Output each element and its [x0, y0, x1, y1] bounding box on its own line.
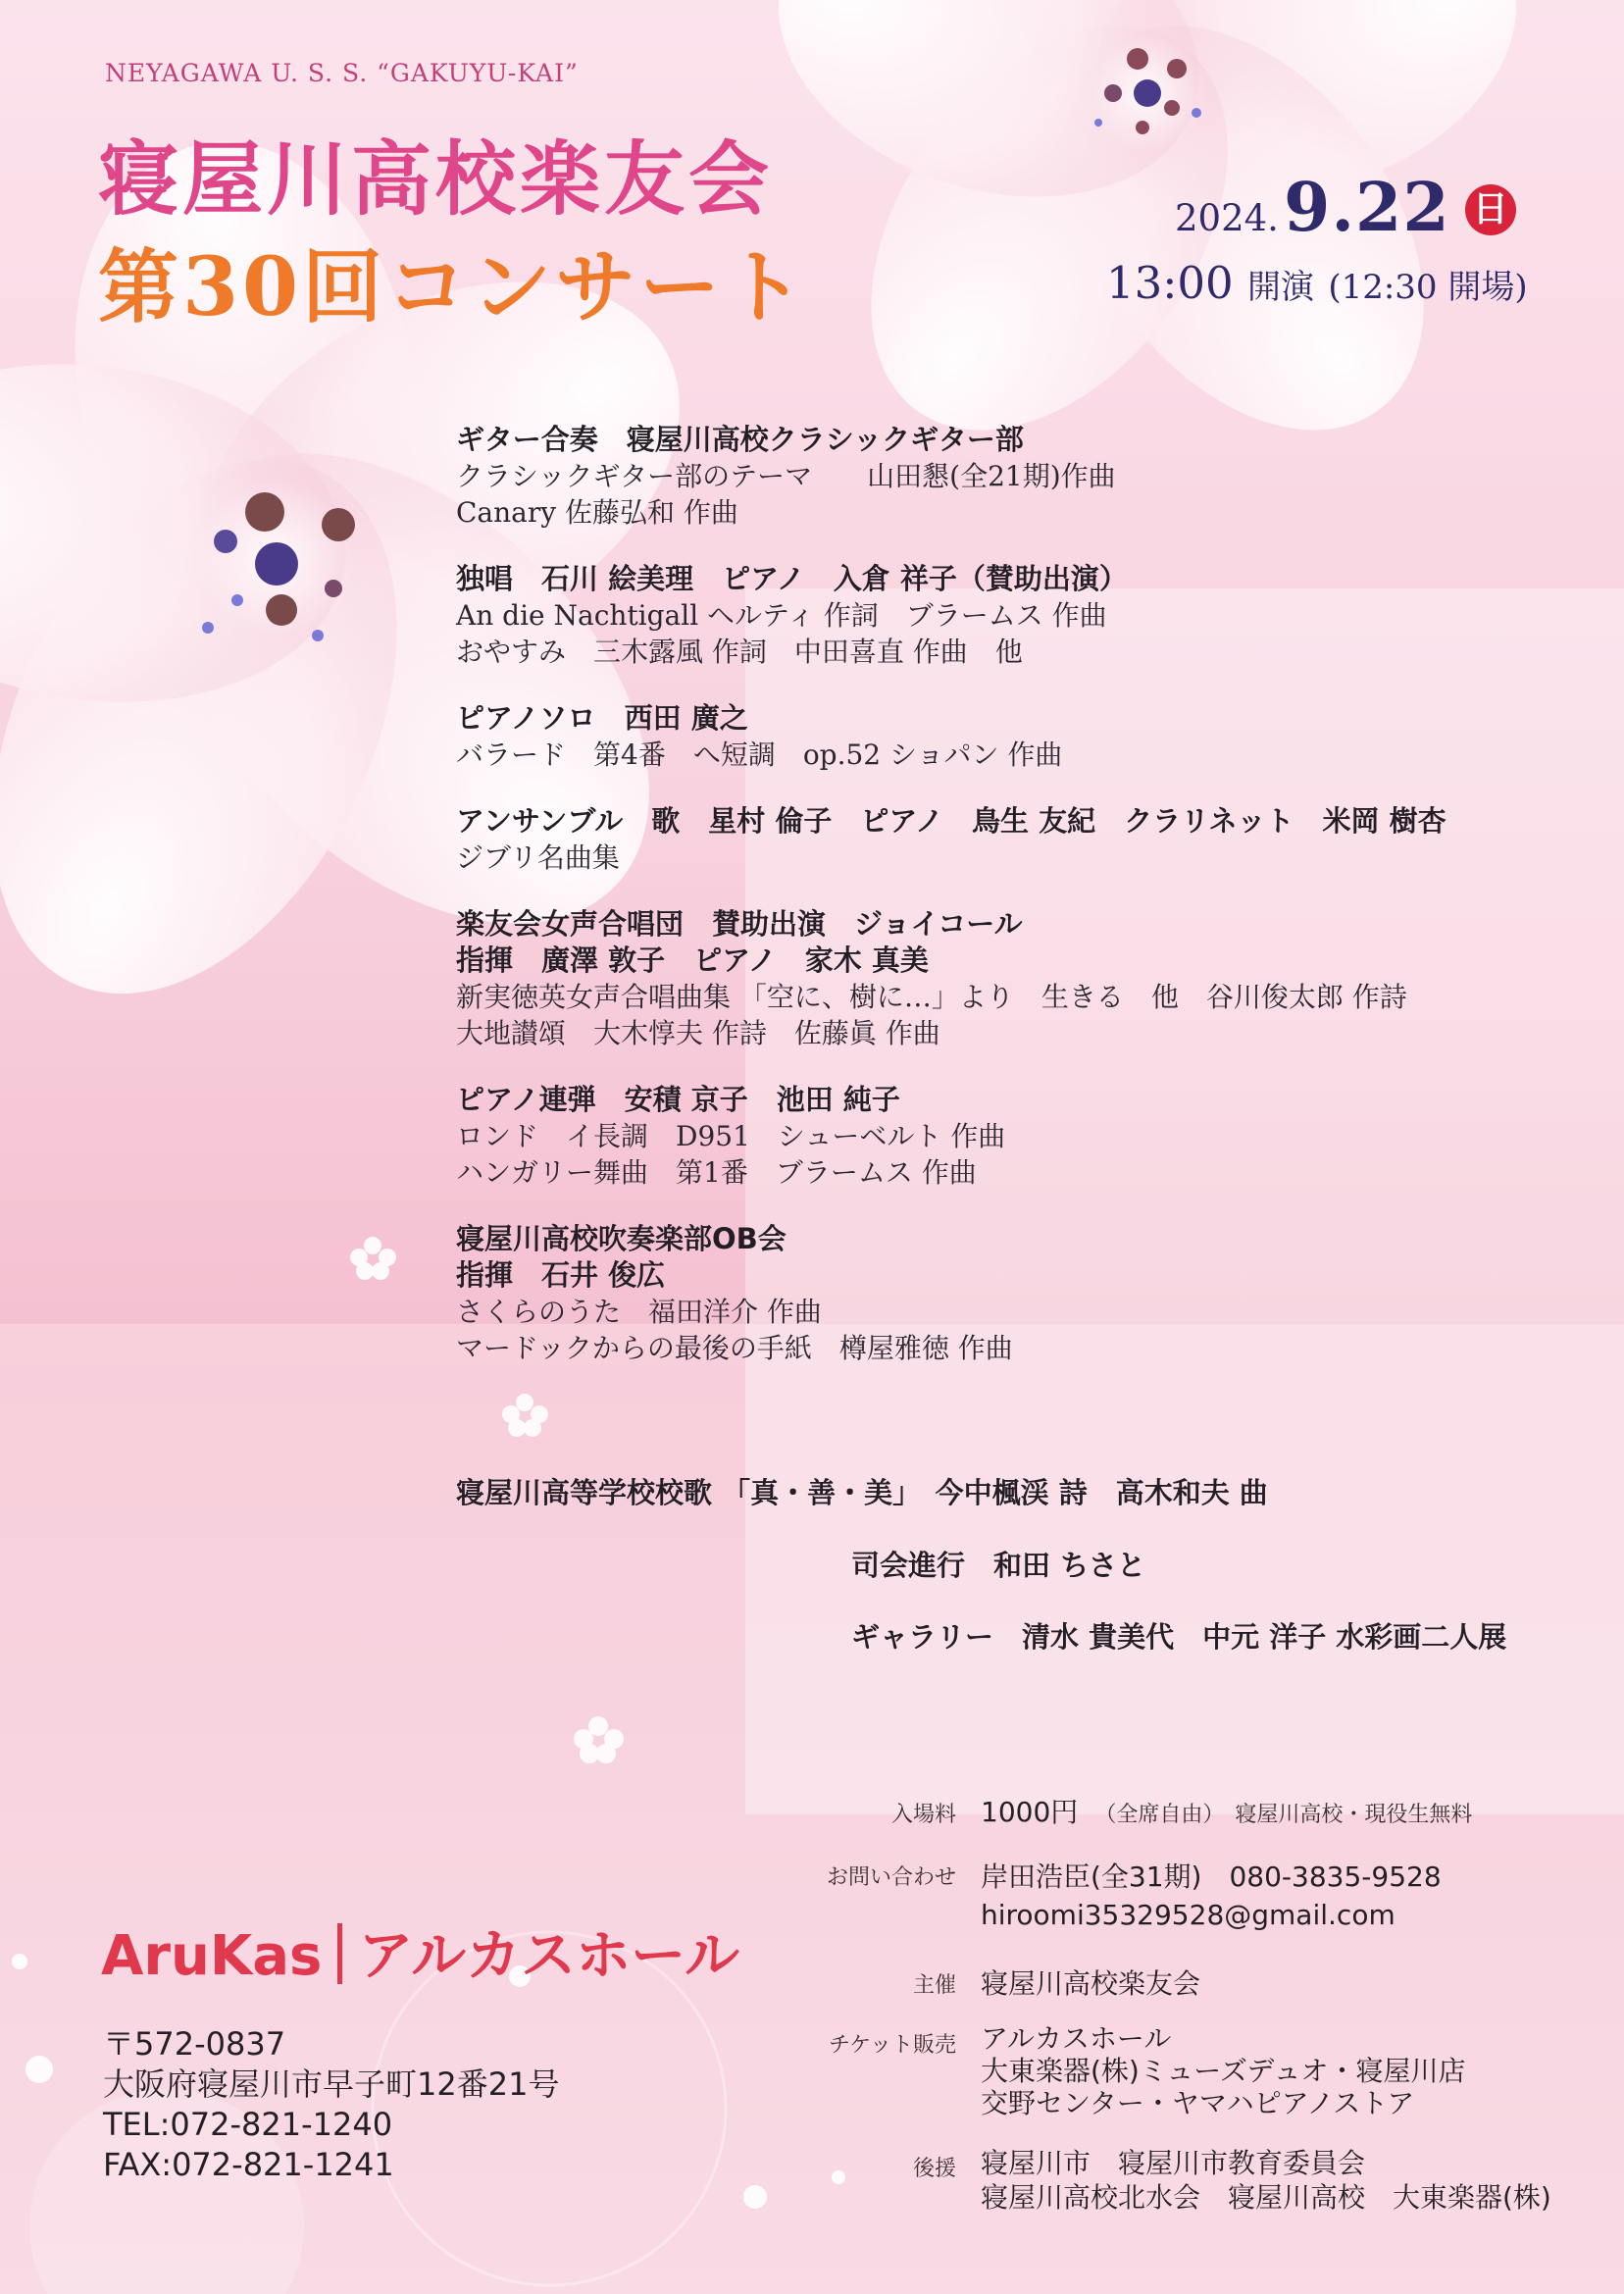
gallery-credit: ギャラリー 清水 貴美代 中元 洋子 水彩画二人展 — [851, 1620, 1507, 1654]
act-line: おやすみ 三木露風 作詞 中田喜直 作曲 他 — [456, 636, 1023, 668]
host-label: 主催 — [912, 1973, 956, 1998]
ticket-outlet: 大東楽器(株)ミューズデュオ・寝屋川店 — [981, 2055, 1466, 2087]
act-heading: ピアノ連弾 安積 京子 池田 純子 — [456, 1083, 900, 1116]
fee-label: 入場料 — [890, 1803, 956, 1827]
school-song: 寝屋川高等学校校歌 「真・善・美」 今中楓渓 詩 高木和夫 曲 — [456, 1476, 1268, 1509]
event-year: 2024. — [1175, 197, 1279, 239]
venue-address — [103, 2024, 559, 2185]
act-heading: 楽友会女声合唱団 賛助出演 ジョイコール — [456, 907, 1023, 941]
act-line: 新実徳英女声合唱曲集 「空に、樹に…」より 生きる 他 谷川俊太郎 作詩 — [456, 981, 1407, 1013]
act-line: バラード 第4番 へ短調 op.52 ショパン 作曲 — [456, 739, 1063, 771]
act-line: ハンガリー舞曲 第1番 ブラームス 作曲 — [456, 1156, 977, 1189]
title-concert: 第30回コンサート — [98, 240, 809, 334]
program-act — [456, 1221, 1554, 1366]
ticket-outlet: 交野センター・ヤマハピアノストア — [981, 2087, 1415, 2119]
brand-divider — [337, 1923, 342, 1984]
tickets-list — [981, 2022, 1466, 2119]
venue-fax: FAX:072-821-1241 — [103, 2146, 394, 2183]
act-heading: ギター合奏 寝屋川高校クラシックギター部 — [456, 423, 1024, 456]
act-line: An die Nachtigall ヘルティ 作詞 ブラームス 作曲 — [456, 599, 1107, 632]
act-heading: ピアノソロ 西田 廣之 — [456, 701, 748, 735]
ticket-outlet: アルカスホール — [981, 2022, 1172, 2055]
support-label: 後援 — [912, 2157, 956, 2181]
program-act — [456, 700, 1554, 773]
program-list — [456, 422, 1554, 1397]
open-note: (12:30 開場) — [1328, 268, 1528, 307]
act-line: マードックからの最後の手紙 樽屋雅徳 作曲 — [456, 1332, 1013, 1364]
act-line: さくらのうた 福田洋介 作曲 — [456, 1296, 822, 1328]
act-line: クラシックギター部のテーマ 山田懇(全21期)作曲 — [456, 460, 1116, 492]
program-act — [456, 906, 1554, 1051]
mc-credit: 司会進行 和田 ちさと — [851, 1549, 1146, 1582]
act-line: Canary 佐藤弘和 作曲 — [456, 496, 738, 529]
fee-note: （全席自由） 寝屋川高校・現役生無料 — [1094, 1803, 1473, 1827]
start-label: 開演 — [1247, 268, 1314, 307]
venue-tel: TEL:072-821-1240 — [103, 2106, 393, 2143]
support-line: 寝屋川高校北水会 寝屋川高校 大東楽器(株) — [981, 2181, 1551, 2214]
title-organization: 寝屋川高校楽友会 — [98, 132, 774, 227]
act-heading: 独唱 石川 絵美理 ピアノ 入倉 祥子（賛助出演） — [456, 562, 1128, 595]
program-act — [456, 422, 1554, 531]
support-line: 寝屋川市 寝屋川市教育委員会 — [981, 2147, 1366, 2179]
fee-row — [981, 1791, 1472, 1830]
event-month-day: 9.22 — [1284, 169, 1450, 247]
fee-value: 1000円 — [981, 1796, 1079, 1828]
event-date — [1175, 169, 1516, 247]
act-heading: 指揮 石井 俊広 — [456, 1258, 666, 1292]
act-heading: 寝屋川高校吹奏楽部OB会 — [456, 1222, 787, 1255]
program-act — [456, 1082, 1554, 1191]
act-heading: 指揮 廣澤 敦子 ピアノ 家木 真美 — [456, 943, 929, 977]
program-act — [456, 803, 1554, 876]
tickets-label: チケット販売 — [828, 2033, 956, 2058]
act-line: ロンド イ長調 D951 シューベルト 作曲 — [456, 1120, 1006, 1152]
street-address: 大阪府寝屋川市早子町12番21号 — [103, 2065, 560, 2103]
venue-logo — [101, 1912, 739, 1991]
eyebrow-text: NEYAGAWA U. S. S. “GAKUYU-KAI” — [105, 59, 579, 87]
start-time: 13:00 — [1106, 257, 1234, 309]
support-list — [981, 2146, 1551, 2215]
host-value: 寝屋川高校楽友会 — [981, 1967, 1201, 2000]
venue-brand-jp: アルカスホール — [358, 1924, 739, 1988]
act-line: 大地讃頌 大木惇夫 作詩 佐藤眞 作曲 — [456, 1017, 940, 1049]
event-time — [1106, 257, 1528, 309]
venue-brand-en: AruKas — [101, 1924, 323, 1988]
contact-label: お問い合わせ — [826, 1865, 956, 1890]
postal-code: 〒572-0837 — [103, 2025, 286, 2063]
contact-value: 岸田浩臣(全31期) 080-3835-9528 — [981, 1861, 1442, 1893]
contact-email[interactable]: hiroomi35329528@gmail.com — [981, 1899, 1396, 1931]
program-act — [456, 561, 1554, 670]
weekday-badge: 日 — [1465, 184, 1516, 235]
act-line: ジブリ名曲集 — [456, 841, 620, 874]
act-heading: アンサンブル 歌 星村 倫子 ピアノ 鳥生 友紀 クラリネット 米岡 樹杏 — [456, 804, 1446, 838]
